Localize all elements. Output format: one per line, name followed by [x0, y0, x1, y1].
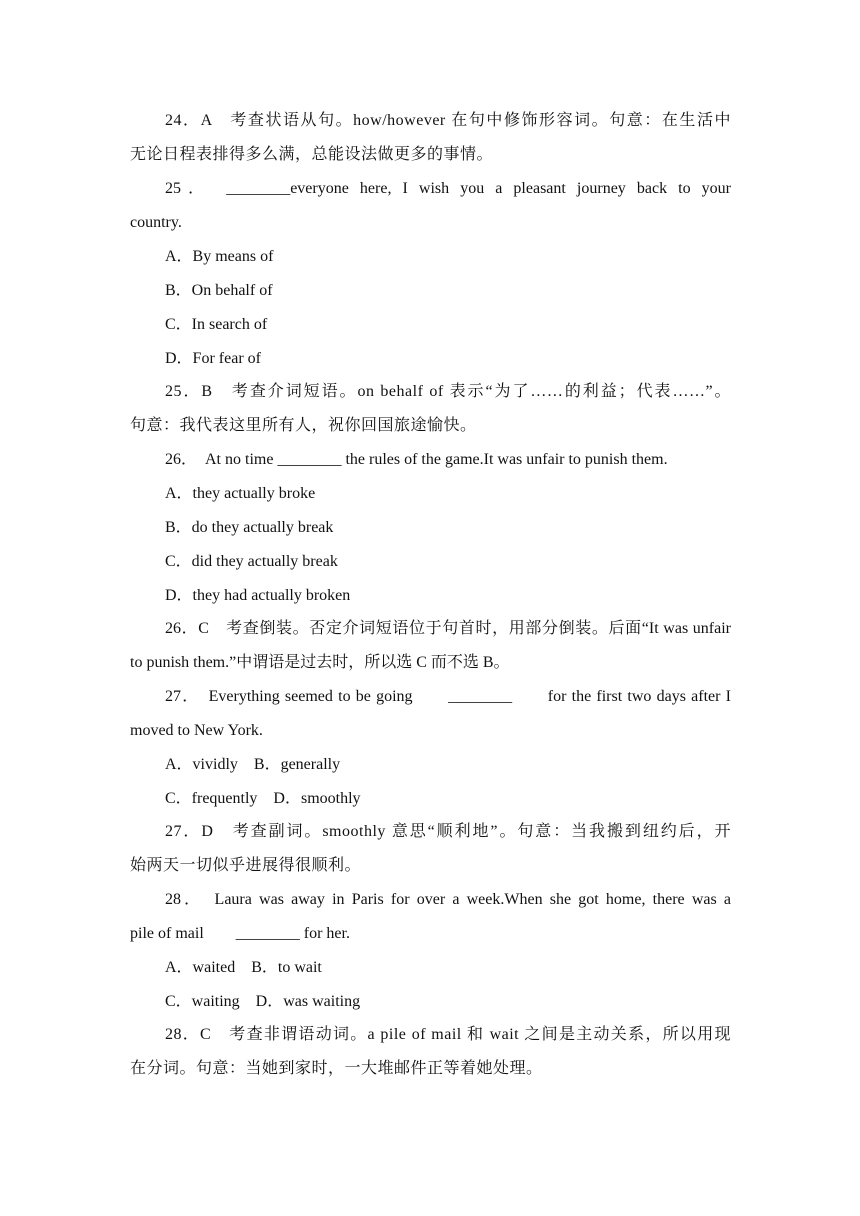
answer-27-line-1: 27．D 考查副词。smoothly 意思“顺利地”。句意：当我搬到纽约后，开 — [165, 823, 731, 840]
question-25-stem-line-2: country. — [130, 214, 182, 231]
question-25-option-a: A．By means of — [165, 248, 274, 265]
answer-25-line-2: 句意：我代表这里所有人，祝你回国旅途愉快。 — [130, 417, 477, 434]
answer-26-line-1: 26．C 考查倒装。否定介词短语位于句首时，用部分倒装。后面“It was unfair — [165, 620, 731, 637]
question-27-options-cd: C．frequently D．smoothly — [165, 790, 361, 807]
question-28-options-cd: C．waiting D．was waiting — [165, 993, 361, 1010]
question-25-option-d: D．For fear of — [165, 350, 261, 367]
question-27-stem-line-2: moved to New York. — [130, 722, 263, 739]
answer-24-line-1: 24．A 考查状语从句。how/however 在句中修饰形容词。句意：在生活中 — [165, 112, 731, 129]
answer-25-line-1: 25．B 考查介词短语。on behalf of 表示“为了……的利益；代表……”。 — [165, 383, 731, 400]
question-27-options-ab: A．vividly B．generally — [165, 756, 341, 773]
question-25-option-b: B．On behalf of — [165, 282, 273, 299]
question-26-option-c: C．did they actually break — [165, 553, 338, 570]
question-26-option-b: B．do they actually break — [165, 519, 334, 536]
question-25-option-c: C．In search of — [165, 316, 268, 333]
answer-28-line-1: 28．C 考查非谓语动词。a pile of mail 和 wait 之间是主动关系，所以用现 — [165, 1026, 731, 1043]
answer-24-line-2: 无论日程表排得多么满，总能设法做更多的事情。 — [130, 146, 494, 163]
question-25-stem-line-1: 25． ________everyone here, I wish you a pleasant journey back to your — [165, 180, 731, 197]
answer-28-line-2: 在分词。句意：当她到家时，一大堆邮件正等着她处理。 — [130, 1060, 543, 1077]
answer-27-line-2: 始两天一切似乎进展得很顺利。 — [130, 857, 362, 874]
question-28-stem-line-2: pile of mail ________ for her. — [130, 925, 350, 942]
question-28-stem-line-1: 28． Laura was away in Paris for over a week.When she got home, there was a — [165, 891, 731, 908]
question-27-stem-line-1: 27． Everything seemed to be going ________ for the first two days after I — [165, 688, 731, 705]
question-26-option-d: D．they had actually broken — [165, 587, 351, 604]
question-26-stem: 26． At no time ________ the rules of the game.It was unfair to punish them. — [165, 451, 668, 468]
question-28-options-ab: A．waited B．to wait — [165, 959, 322, 976]
answer-26-line-2: to punish them.”中谓语是过去时，所以选 C 而不选 B。 — [130, 654, 510, 671]
question-26-option-a: A．they actually broke — [165, 485, 316, 502]
